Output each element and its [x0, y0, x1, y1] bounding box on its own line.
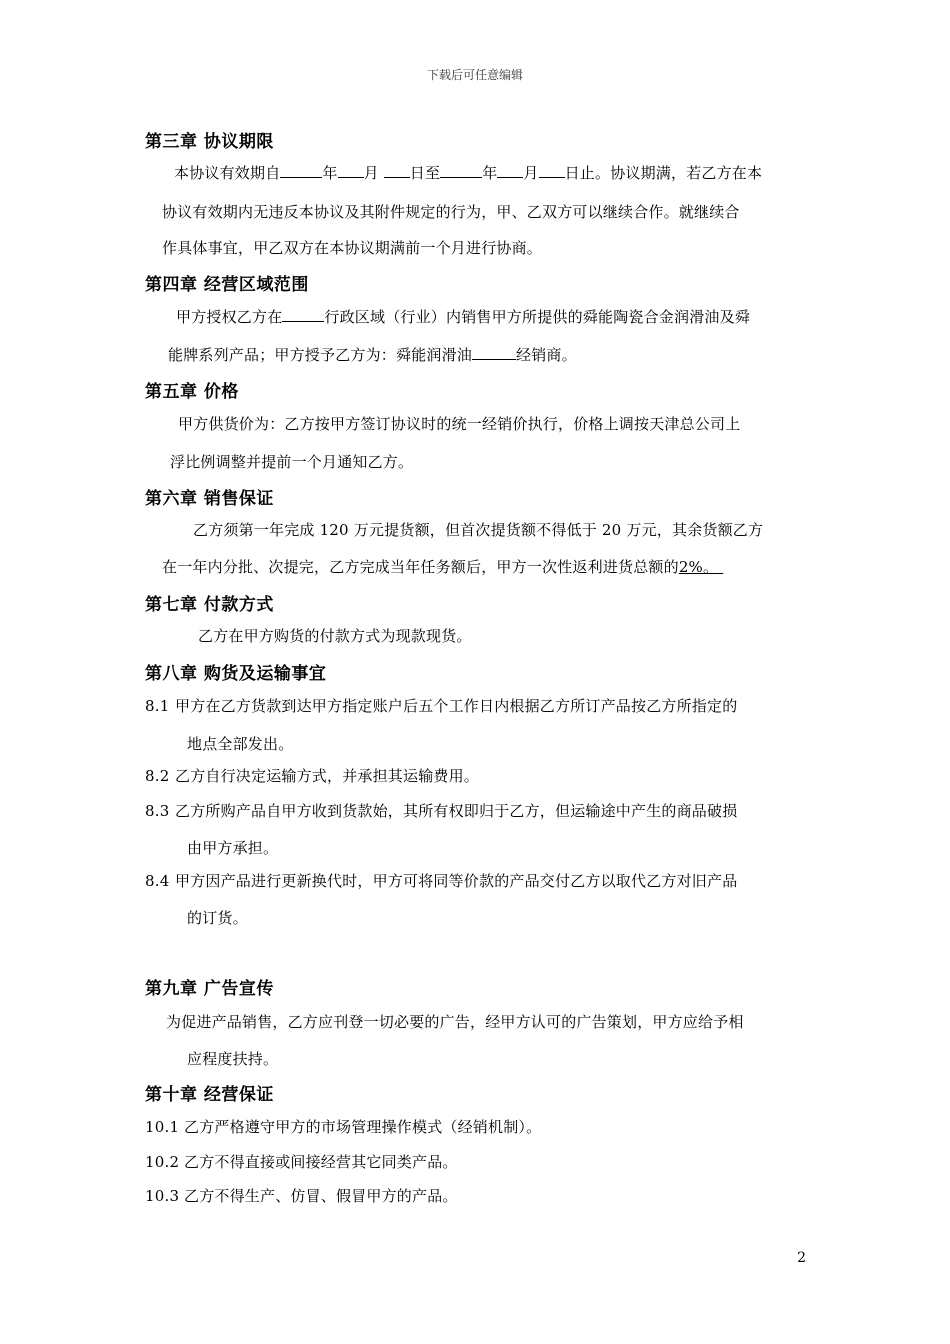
underline-tail	[718, 558, 723, 576]
item-text: 乙方自行决定运输方式，并承担其运输费用。	[175, 767, 480, 785]
item-8-1	[145, 695, 737, 716]
chapter-5-line-1: 甲方供货价为：乙方按甲方签订协议时的统一经销价执行，价格上调按天津总公司上	[178, 415, 741, 433]
item-number: 10.1	[145, 1118, 180, 1136]
item-10-3	[145, 1185, 458, 1206]
item-number: 10.2	[145, 1153, 180, 1171]
chapter-9-line-1: 为促进产品销售，乙方应刊登一切必要的广告，经甲方认可的广告策划，甲方应给予相	[166, 1013, 744, 1031]
blank-start-month	[338, 163, 364, 178]
item-8-3-cont: 由甲方承担。	[187, 839, 279, 857]
blank-dealer-level	[472, 345, 516, 360]
ch3-text-2: 年	[322, 164, 338, 182]
blank-region	[282, 307, 324, 322]
chapter-6-line-2	[162, 556, 723, 577]
item-text: 甲方因产品进行更新换代时，甲方可将同等价款的产品交付乙方以取代乙方对旧产品	[175, 872, 738, 890]
item-8-1-cont: 地点全部发出。	[187, 735, 294, 753]
chapter-9-line-2: 应程度扶持。	[187, 1050, 279, 1068]
ch4-text-4: 经销商。	[516, 346, 577, 364]
chapter-3-line-1	[174, 162, 762, 183]
chapter-6-title: 第六章 销售保证	[145, 489, 274, 509]
item-number: 8.1	[145, 697, 170, 715]
ch4-text-3: 能牌系列产品；甲方授予乙方为：舜能润滑油	[168, 346, 473, 364]
chapter-3-line-3: 作具体事宜，甲乙双方在本协议期满前一个月进行协商。	[162, 239, 543, 257]
page-header: 下载后可任意编辑	[426, 68, 523, 82]
item-number: 8.2	[145, 767, 170, 785]
blank-end-month	[497, 163, 523, 178]
item-number: 10.3	[145, 1187, 180, 1205]
blank-start-day	[384, 163, 410, 178]
blank-start-year	[280, 163, 322, 178]
ch3-text-5: 年	[482, 164, 498, 182]
item-text: 乙方不得直接或间接经营其它同类产品。	[184, 1153, 458, 1171]
ch3-text-6: 月	[523, 164, 539, 182]
rebate-percentage: 2%。	[678, 558, 719, 576]
chapter-4-title: 第四章 经营区域范围	[145, 275, 309, 295]
item-10-1	[145, 1116, 541, 1137]
item-8-4-cont: 的订货。	[187, 909, 248, 927]
chapter-4-line-2	[168, 344, 577, 365]
chapter-7-line-1: 乙方在甲方购货的付款方式为现款现货。	[198, 627, 472, 645]
item-text: 乙方不得生产、仿冒、假冒甲方的产品。	[184, 1187, 458, 1205]
chapter-6-line-1: 乙方须第一年完成 120 万元提货额，但首次提货额不得低于 20 万元，其余货额乙方	[193, 521, 764, 539]
item-text: 乙方严格遵守甲方的市场管理操作模式（经销机制）。	[184, 1118, 542, 1136]
blank-end-year	[440, 163, 482, 178]
chapter-7-title: 第七章 付款方式	[145, 595, 274, 615]
blank-end-day	[539, 163, 565, 178]
ch4-text-2: 行政区域（行业）内销售甲方所提供的舜能陶瓷合金润滑油及舜	[324, 308, 751, 326]
chapter-5-title: 第五章 价格	[145, 382, 239, 402]
item-8-3	[145, 800, 737, 821]
ch3-text-1: 本协议有效期自	[174, 164, 281, 182]
item-number: 8.3	[145, 802, 170, 820]
ch3-text-7: 日止。协议期满，若乙方在本	[564, 164, 763, 182]
ch3-text-4: 日至	[409, 164, 441, 182]
chapter-9-title: 第九章 广告宣传	[145, 979, 274, 999]
item-number: 8.4	[145, 872, 170, 890]
item-8-2	[145, 765, 479, 786]
item-text: 甲方在乙方货款到达甲方指定账户后五个工作日内根据乙方所订产品按乙方所指定的	[175, 697, 738, 715]
chapter-10-title: 第十章 经营保证	[145, 1085, 274, 1105]
item-10-2	[145, 1151, 458, 1172]
item-8-4	[145, 870, 737, 891]
chapter-4-line-1	[176, 306, 750, 327]
ch3-text-3: 月	[363, 164, 384, 182]
ch4-text-1: 甲方授权乙方在	[176, 308, 283, 326]
chapter-8-title: 第八章 购货及运输事宜	[145, 664, 327, 684]
item-text: 乙方所购产品自甲方收到货款始，其所有权即归于乙方，但运输途中产生的商品破损	[175, 802, 738, 820]
chapter-3-line-2: 协议有效期内无违反本协议及其附件规定的行为，甲、乙双方可以继续合作。就继续合	[162, 203, 740, 221]
ch6-text-1: 在一年内分批、次提完，乙方完成当年任务额后，甲方一次性返利进货总额的	[162, 558, 679, 576]
chapter-5-line-2: 浮比例调整并提前一个月通知乙方。	[170, 453, 414, 471]
chapter-3-title: 第三章 协议期限	[145, 132, 274, 152]
page-number: 2	[797, 1250, 806, 1266]
